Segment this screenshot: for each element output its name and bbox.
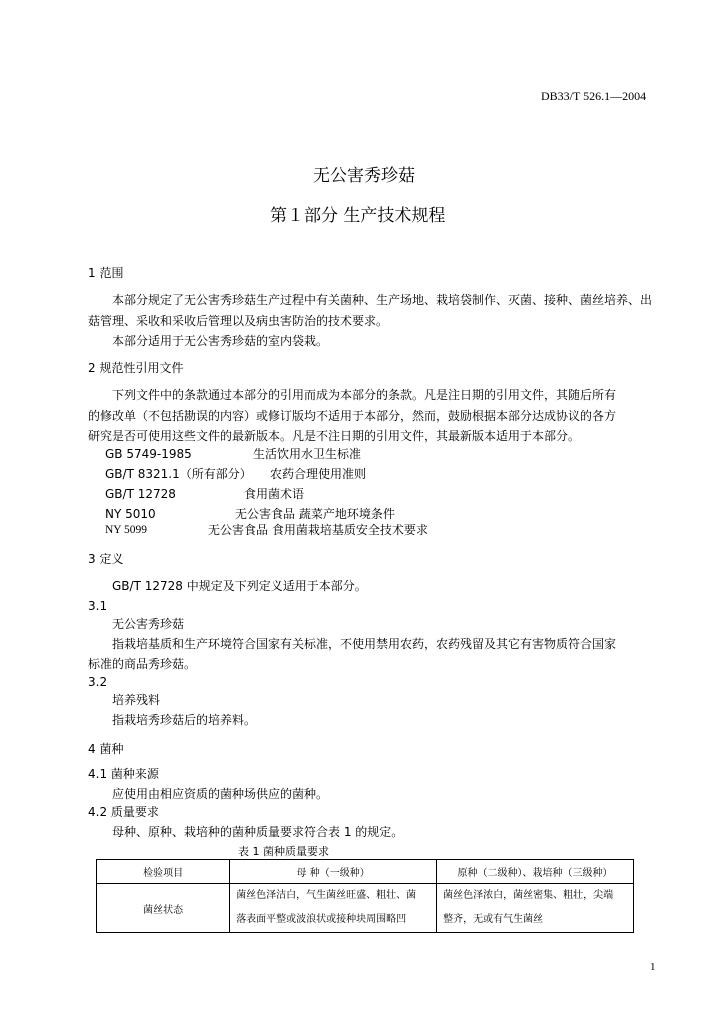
definition-text-line: 指栽培秀珍菇后的培养料。 xyxy=(112,713,257,727)
section-1-scope-line: 本部分适用于无公害秀珍菇的室内袋栽。 xyxy=(112,334,329,348)
subsection-heading: 4.1 菌种来源 xyxy=(88,767,159,781)
reference-code: GB 5749-1985 xyxy=(105,447,192,461)
reference-title: 农药合理使用准则 xyxy=(270,467,367,481)
table-header-cell: 原种（二级种）、栽培种（三级种） xyxy=(437,860,634,884)
document-title: 无公害秀珍菇 xyxy=(313,166,415,186)
table-cell-line: 菌丝色泽浓白，菌丝密集、粗壮，尖端 xyxy=(443,890,614,901)
table-cell: 菌丝状态 xyxy=(97,884,230,933)
section-4-heading: 4 菌种 xyxy=(88,742,124,756)
definition-number: 3.2 xyxy=(88,675,108,689)
table-cell xyxy=(437,884,634,933)
definition-text-line: 标准的商品秀珍菇。 xyxy=(88,657,197,671)
definition-term: 无公害秀珍菇 xyxy=(112,617,185,631)
definition-number: 3.1 xyxy=(88,599,108,613)
reference-title: 食用菌术语 xyxy=(244,487,305,501)
table-header-cell: 检验项目 xyxy=(97,860,230,884)
section-2-paragraph-line: 研究是否可使用这些文件的最新版本。凡是不注日期的引用文件，其最新版本适用于本部分。 xyxy=(88,429,581,443)
reference-code: NY 5010 xyxy=(105,507,156,521)
table-caption: 表 1 菌种质量要求 xyxy=(238,845,329,858)
section-2-paragraph-line: 下列文件中的条款通过本部分的引用而成为本部分的条款。凡是注日期的引用文件，其随后所有 xyxy=(112,388,617,402)
document-subtitle: 第１部分 生产技术规程 xyxy=(270,206,446,226)
reference-code: GB/T 8321.1（所有部分） xyxy=(105,467,252,481)
standard-number: DB33/T 526.1—2004 xyxy=(541,89,647,103)
reference-title: 生活饮用水卫生标准 xyxy=(253,447,362,461)
page-number: 1 xyxy=(650,961,656,973)
table-row xyxy=(97,884,634,933)
section-1-paragraph-line: 本部分规定了无公害秀珍菇生产过程中有关菌种、生产场地、栽培袋制作、灭菌、接种、菌丝培养、出 xyxy=(112,293,653,307)
subsection-heading: 4.2 质量要求 xyxy=(88,805,159,819)
subsection-text: 母种、原种、栽培种的菌种质量要求符合表 1 的规定。 xyxy=(112,825,404,839)
definition-term: 培养残料 xyxy=(112,693,161,707)
section-1-paragraph-line: 菇管理、采收和采收后管理以及病虫害防治的技术要求。 xyxy=(88,314,389,328)
table-header-row xyxy=(97,860,634,884)
reference-title: 无公害食品 蔬菜产地环境条件 xyxy=(235,507,395,521)
section-2-paragraph-line: 的修改单（不包括勘误的内容）或修订版均不适用于本部分，然而，鼓励根据本部分达成协议的各方 xyxy=(88,409,617,423)
quality-table xyxy=(96,859,634,933)
table-cell-line: 落表面平整或波浪状或接种块周围略凹 xyxy=(236,914,407,925)
section-1-heading: 1 范围 xyxy=(88,266,124,280)
reference-title: 无公害食品 食用菌栽培基质安全技术要求 xyxy=(208,523,428,537)
subsection-text: 应使用由相应资质的菌种场供应的菌种。 xyxy=(112,787,329,801)
section-3-intro: GB/T 12728 中规定及下列定义适用于本部分。 xyxy=(112,579,367,593)
table-header-cell: 母 种（一级种） xyxy=(230,860,437,884)
section-2-heading: 2 规范性引用文件 xyxy=(88,361,184,375)
definition-text-line: 指栽培基质和生产环境符合国家有关标准，不使用禁用农药，农药残留及其它有害物质符合国家 xyxy=(112,637,617,651)
table-cell-line: 菌丝色泽洁白，气生菌丝旺盛、粗壮、菌 xyxy=(236,890,417,901)
table-cell-line: 整齐，无或有气生菌丝 xyxy=(443,914,544,925)
table-cell xyxy=(230,884,437,933)
reference-code: GB/T 12728 xyxy=(105,487,176,501)
section-3-heading: 3 定义 xyxy=(88,552,124,566)
reference-code: NY 5099 xyxy=(105,524,148,536)
